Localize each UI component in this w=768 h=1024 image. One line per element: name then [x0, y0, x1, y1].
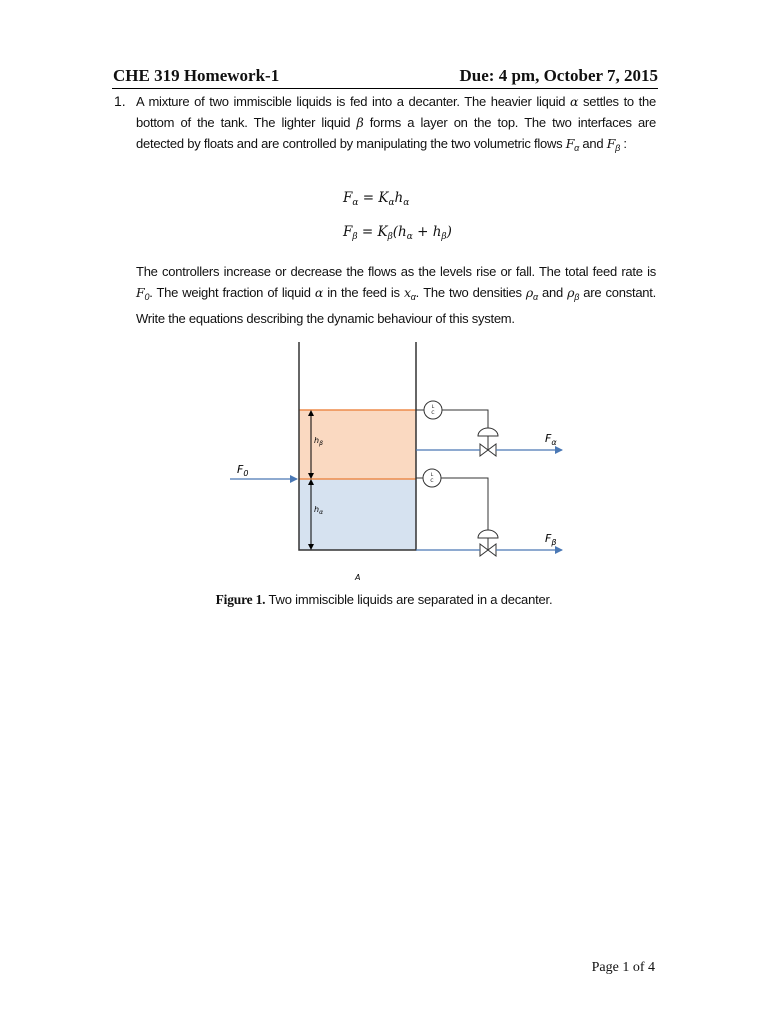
- outlet-bottom-label: $F_\beta$: [545, 532, 557, 547]
- figure-label: Figure 1.: [215, 592, 266, 607]
- actuator-top: [478, 428, 498, 436]
- svg-text:L: L: [430, 473, 434, 478]
- alpha-symbol: α: [570, 94, 579, 109]
- page-number: Page 1 of 4: [591, 960, 655, 975]
- level-controller-top: [424, 401, 442, 419]
- due-date: Due: 4 pm, October 7, 2015: [459, 66, 658, 85]
- decanter-diagram: [200, 330, 580, 590]
- h-alpha-label: $h_\alpha$: [314, 505, 324, 516]
- problem-description: The controllers increase or decrease the flows as the levels rise or fall. The total feed rate is $F_0$. The weight fraction of liquid α in the feed is $x_\alpha$. The two densities $\rho_\alpha$ and $\rho_\beta$ are constant. Write the equations describing the dynamic behaviour of this system.: [136, 264, 656, 326]
- signal-line-bottom: [441, 478, 488, 504]
- figure-caption: [0, 592, 768, 608]
- equation-f-alpha: $F_\alpha = K_\alpha h_\alpha$: [343, 190, 410, 208]
- svg-text:C: C: [431, 411, 435, 416]
- beta-symbol: β: [356, 115, 364, 130]
- question-number: 1.: [114, 93, 126, 109]
- equation-f-beta: $F_\beta = K_\beta(h_\alpha + h_\beta)$: [343, 224, 452, 242]
- lower-liquid-layer: [299, 479, 416, 550]
- problem-statement: A mixture of two immiscible liquids is fed into a decanter. The heavier liquid α settles to the bottom of the tank. The lighter liquid β forms a layer on the top. The two interfaces are detected by floats and are controlled by manipulating the two volumetric flows $F_\alpha$ and $F_\beta$ :: [136, 94, 656, 153]
- svg-text:L: L: [431, 405, 435, 410]
- decanter-figure: [200, 330, 580, 595]
- figure-caption-text: Two immiscible liquids are separated in a decanter.: [265, 592, 553, 607]
- svg-text:C: C: [430, 479, 434, 484]
- outlet-top-label: $F_\alpha$: [545, 432, 557, 447]
- feed-label: $F_0$: [237, 463, 249, 478]
- actuator-bottom: [478, 530, 498, 538]
- level-controller-bottom: [423, 469, 441, 487]
- course-title: CHE 319 Homework-1: [113, 66, 280, 85]
- page-header: [112, 64, 658, 89]
- h-beta-label: $h_\beta$: [314, 436, 323, 447]
- area-label: A: [355, 573, 361, 582]
